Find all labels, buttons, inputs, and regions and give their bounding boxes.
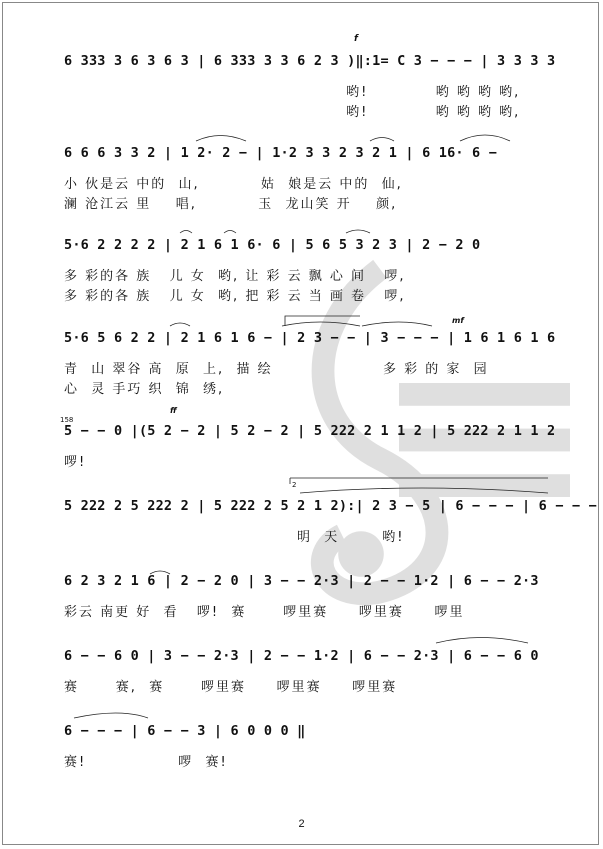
notation-line: 5 − − 0 |(5 2 − 2 | 5 2 − 2 | 5 222 2 1 1 2 | 5 222 2 1 1 2 <box>64 423 556 439</box>
tempo-mark: 158 <box>60 416 74 424</box>
score-row-6 <box>64 498 597 568</box>
lyrics-verse-2: 哟! 哟 哟 哟 哟, <box>64 105 521 120</box>
volta-2-mark: 2 <box>292 481 297 489</box>
lyrics-verse-1: 明 天 哟! <box>64 530 405 545</box>
page-number: 2 <box>298 818 305 830</box>
notation-line: 6 − − − | 6 − − 3 | 6 0 0 0 ‖ <box>64 723 306 739</box>
notation-line: 6 333 3 6 3 6 3 | 6 333 3 3 6 2 3 )‖:1= C 3 − − − | 3 3 3 3 <box>64 53 556 69</box>
notation-line: 5 222 2 5 222 2 | 5 222 2 5 2 1 2):| 2 3 − 5 | 6 − − − | 6 − − − <box>64 498 597 514</box>
lyrics-verse-2: 心 灵 手巧 织 锦 绣, <box>64 382 225 397</box>
forte-mark: f <box>354 34 358 44</box>
notation-line: 6 6 6 3 3 2 | 1 2· 2 − | 1·2 3 3 2 3 2 1 | 6 16· 6 − <box>64 145 498 161</box>
lyrics-verse-2: 澜 沧江云 里 唱, 玉 龙山笑 开 颜, <box>64 197 398 212</box>
notation-line: 5·6 2 2 2 2 | 2 1 6 1 6· 6 | 5 6 5 3 2 3 | 2 − 2 0 <box>64 237 481 253</box>
lyrics-verse-1: 哟! 哟 哟 哟 哟, <box>64 85 521 100</box>
score-row-7 <box>64 573 554 643</box>
lyrics-verse-1: 彩云 南更 好 看 啰! 赛 啰里赛 啰里赛 啰里 <box>64 605 465 620</box>
lyrics-verse-1: 赛! 啰 赛! <box>64 755 228 770</box>
lyrics-verse-2: 多 彩的各 族 儿 女 哟, 把 彩 云 当 画 卷 啰, <box>64 289 406 304</box>
lyrics-verse-1: 多 彩的各 族 儿 女 哟, 让 彩 云 飘 心 间 啰, <box>64 269 406 284</box>
score-row-1 <box>64 53 554 123</box>
score-row-3 <box>64 237 554 307</box>
lyrics-verse-1: 青 山 翠谷 高 原 上, 描 绘 多 彩 的 家 园 <box>64 362 489 377</box>
score-row-5 <box>64 423 554 493</box>
mezzo-forte-mark: mf <box>452 316 464 325</box>
notation-line: 6 − − 6 0 | 3 − − 2·3 | 2 − − 1·2 | 6 − − 2·3 | 6 − − 6 0 <box>64 648 539 664</box>
lyrics-verse-1: 赛 赛, 赛 啰里赛 啰里赛 啰里赛 <box>64 680 398 695</box>
lyrics-verse-1: 小 伙是云 中的 山, 姑 娘是云 中的 仙, <box>64 177 403 192</box>
score-row-8 <box>64 648 554 718</box>
lyrics-verse-1: 啰! <box>64 455 87 470</box>
notation-line: 6 2 3 2 1 6 | 2 − 2 0 | 3 − − 2·3 | 2 − − 1·2 | 6 − − 2·3 <box>64 573 539 589</box>
fortissimo-mark: ff <box>170 406 177 415</box>
score-row-9 <box>64 723 554 793</box>
notation-line: 5·6 5 6 2 2 | 2 1 6 1 6 − | 2 3 − − | 3 − − − | 1 6 1 6 1 6 <box>64 330 556 346</box>
score-row-4 <box>64 330 554 400</box>
score-row-2 <box>64 145 554 215</box>
